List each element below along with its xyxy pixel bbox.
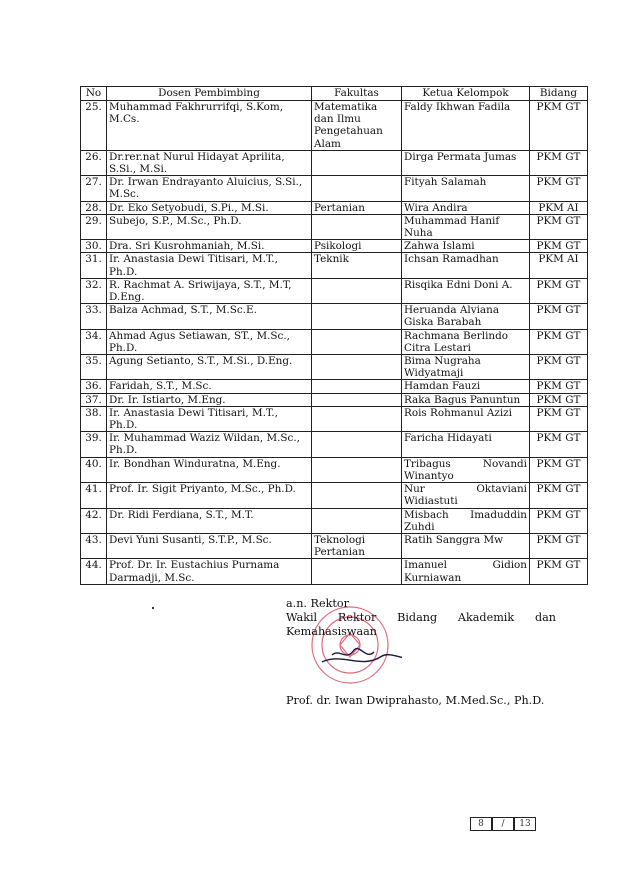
faculty: Teknik <box>312 253 402 278</box>
field: PKM GT <box>530 508 588 533</box>
page-marker-current: 8 <box>470 817 492 831</box>
table-row <box>81 253 588 278</box>
supervisor-name: Dr.rer.nat Nurul Hidayat Aprilita, S.Si., M.Si. <box>107 150 312 175</box>
faculty <box>312 559 402 584</box>
row-number: 40. <box>81 457 107 482</box>
field: PKM GT <box>530 559 588 584</box>
supervisor-name: Dr. Eko Setyobudi, S.Pi., M.Si. <box>107 201 312 214</box>
field: PKM GT <box>530 329 588 354</box>
row-number: 25. <box>81 101 107 151</box>
field: PKM GT <box>530 406 588 431</box>
field: PKM GT <box>530 240 588 253</box>
group-leader: Zahwa Islami <box>402 240 530 253</box>
signature-line3: Kemahasiswaan <box>286 625 378 638</box>
supervisor-name: Devi Yuni Susanti, S.T.P., M.Sc. <box>107 533 312 558</box>
table-row <box>81 393 588 406</box>
supervisor-name: Dra. Sri Kusrohmaniah, M.Si. <box>107 240 312 253</box>
faculty <box>312 406 402 431</box>
header-bidang: Bidang <box>530 87 588 101</box>
faculty <box>312 432 402 457</box>
field: PKM GT <box>530 304 588 329</box>
row-number: 31. <box>81 253 107 278</box>
table-row <box>81 559 588 584</box>
group-leader: Nur Oktaviani Widiastuti <box>402 483 530 508</box>
group-leader: Dirga Permata Jumas <box>402 150 530 175</box>
supervisor-name: Subejo, S.P., M.Sc., Ph.D. <box>107 214 312 239</box>
faculty <box>312 304 402 329</box>
row-number: 42. <box>81 508 107 533</box>
page-marker-slash: / <box>492 817 514 831</box>
faculty <box>312 214 402 239</box>
faculty: Pertanian <box>312 201 402 214</box>
field: PKM GT <box>530 483 588 508</box>
supervisor-name: Dr. Ir. Istiarto, M.Eng. <box>107 393 312 406</box>
row-number: 43. <box>81 533 107 558</box>
group-leader: Ichsan Ramadhan <box>402 253 530 278</box>
field: PKM GT <box>530 432 588 457</box>
header-ketua: Ketua Kelompok <box>402 87 530 101</box>
group-leader: Bima Nugraha Widyatmaji <box>402 355 530 380</box>
table-row <box>81 533 588 558</box>
faculty <box>312 329 402 354</box>
field: PKM GT <box>530 214 588 239</box>
row-number: 33. <box>81 304 107 329</box>
group-leader: Ratih Sanggra Mw <box>402 533 530 558</box>
field: PKM AI <box>530 253 588 278</box>
header-no: No <box>81 87 107 101</box>
field: PKM GT <box>530 150 588 175</box>
table-row <box>81 355 588 380</box>
group-leader: Raka Bagus Panuntun <box>402 393 530 406</box>
group-leader: Hamdan Fauzi <box>402 380 530 393</box>
group-leader: Risqika Edni Doni A. <box>402 278 530 303</box>
signature-line1: a.n. Rektor <box>286 597 349 610</box>
group-leader: Rois Rohmanul Azizi <box>402 406 530 431</box>
table-row <box>81 176 588 201</box>
faculty <box>312 176 402 201</box>
table-row <box>81 101 588 151</box>
row-number: 44. <box>81 559 107 584</box>
faculty: Psikologi <box>312 240 402 253</box>
supervisor-name: Ir. Anastasia Dewi Titisari, M.T., Ph.D. <box>107 406 312 431</box>
field: PKM GT <box>530 278 588 303</box>
supervisor-table <box>80 86 588 585</box>
faculty <box>312 380 402 393</box>
field: PKM GT <box>530 533 588 558</box>
group-leader: Faricha Hidayati <box>402 432 530 457</box>
row-number: 30. <box>81 240 107 253</box>
supervisor-name: Prof. Dr. Ir. Eustachius Purnama Darmadji, M.Sc. <box>107 559 312 584</box>
supervisor-name: Ahmad Agus Setiawan, ST., M.Sc., Ph.D. <box>107 329 312 354</box>
supervisor-name: Ir. Bondhan Winduratna, M.Eng. <box>107 457 312 482</box>
row-number: 35. <box>81 355 107 380</box>
row-number: 28. <box>81 201 107 214</box>
signatory-name: Prof. dr. Iwan Dwiprahasto, M.Med.Sc., Ph.D. <box>286 694 545 707</box>
table-row <box>81 240 588 253</box>
table-row <box>81 214 588 239</box>
row-number: 39. <box>81 432 107 457</box>
row-number: 36. <box>81 380 107 393</box>
page-marker <box>470 817 536 831</box>
signature-line2: Wakil Rektor Bidang Akademik dan <box>286 611 556 624</box>
row-number: 32. <box>81 278 107 303</box>
stray-mark <box>152 607 154 609</box>
faculty <box>312 393 402 406</box>
table-row <box>81 304 588 329</box>
table-row <box>81 457 588 482</box>
supervisor-name: Dr. Ridi Ferdiana, S.T., M.T. <box>107 508 312 533</box>
group-leader: Faldy Ikhwan Fadila <box>402 101 530 151</box>
supervisor-name: Agung Setianto, S.T., M.Si., D.Eng. <box>107 355 312 380</box>
field: PKM GT <box>530 380 588 393</box>
row-number: 29. <box>81 214 107 239</box>
row-number: 34. <box>81 329 107 354</box>
field: PKM GT <box>530 457 588 482</box>
group-leader: Rachmana Berlindo Citra Lestari <box>402 329 530 354</box>
group-leader: Heruanda Alviana Giska Barabah <box>402 304 530 329</box>
field: PKM AI <box>530 201 588 214</box>
header-fakultas: Fakultas <box>312 87 402 101</box>
supervisor-name: Ir. Anastasia Dewi Titisari, M.T., Ph.D. <box>107 253 312 278</box>
field: PKM GT <box>530 393 588 406</box>
row-number: 27. <box>81 176 107 201</box>
supervisor-name: Ir. Muhammad Waziz Wildan, M.Sc., Ph.D. <box>107 432 312 457</box>
field: PKM GT <box>530 355 588 380</box>
faculty: Matematika dan Ilmu Pengetahuan Alam <box>312 101 402 151</box>
supervisor-name: Prof. Ir. Sigit Priyanto, M.Sc., Ph.D. <box>107 483 312 508</box>
table-row <box>81 508 588 533</box>
supervisor-name: Muhammad Fakhrurrifqi, S.Kom, M.Cs. <box>107 101 312 151</box>
group-leader: Misbach Imaduddin Zuhdi <box>402 508 530 533</box>
row-number: 26. <box>81 150 107 175</box>
table-row <box>81 432 588 457</box>
supervisor-name: Balza Achmad, S.T., M.Sc.E. <box>107 304 312 329</box>
row-number: 37. <box>81 393 107 406</box>
group-leader: Fityah Salamah <box>402 176 530 201</box>
table-header-row <box>81 87 588 101</box>
faculty <box>312 483 402 508</box>
faculty <box>312 457 402 482</box>
group-leader: Imanuel Gidion Kurniawan <box>402 559 530 584</box>
field: PKM GT <box>530 176 588 201</box>
table-row <box>81 329 588 354</box>
table-row <box>81 278 588 303</box>
field: PKM GT <box>530 101 588 151</box>
table-row <box>81 201 588 214</box>
row-number: 41. <box>81 483 107 508</box>
table-row <box>81 150 588 175</box>
header-dosen: Dosen Pembimbing <box>107 87 312 101</box>
faculty <box>312 150 402 175</box>
group-leader: Wira Andira <box>402 201 530 214</box>
supervisor-name: R. Rachmat A. Sriwijaya, S.T., M.T, D.Eng. <box>107 278 312 303</box>
supervisor-name: Dr. Irwan Endrayanto Aluicius, S.Si., M.Sc. <box>107 176 312 201</box>
faculty <box>312 508 402 533</box>
table-row <box>81 406 588 431</box>
faculty <box>312 278 402 303</box>
faculty <box>312 355 402 380</box>
group-leader: Muhammad Hanif Nuha <box>402 214 530 239</box>
table-row <box>81 380 588 393</box>
group-leader: Tribagus Novandi Winantyo <box>402 457 530 482</box>
page-marker-total: 13 <box>514 817 536 831</box>
supervisor-name: Faridah, S.T., M.Sc. <box>107 380 312 393</box>
faculty: Teknologi Pertanian <box>312 533 402 558</box>
signature-block <box>286 597 556 639</box>
table-row <box>81 483 588 508</box>
row-number: 38. <box>81 406 107 431</box>
